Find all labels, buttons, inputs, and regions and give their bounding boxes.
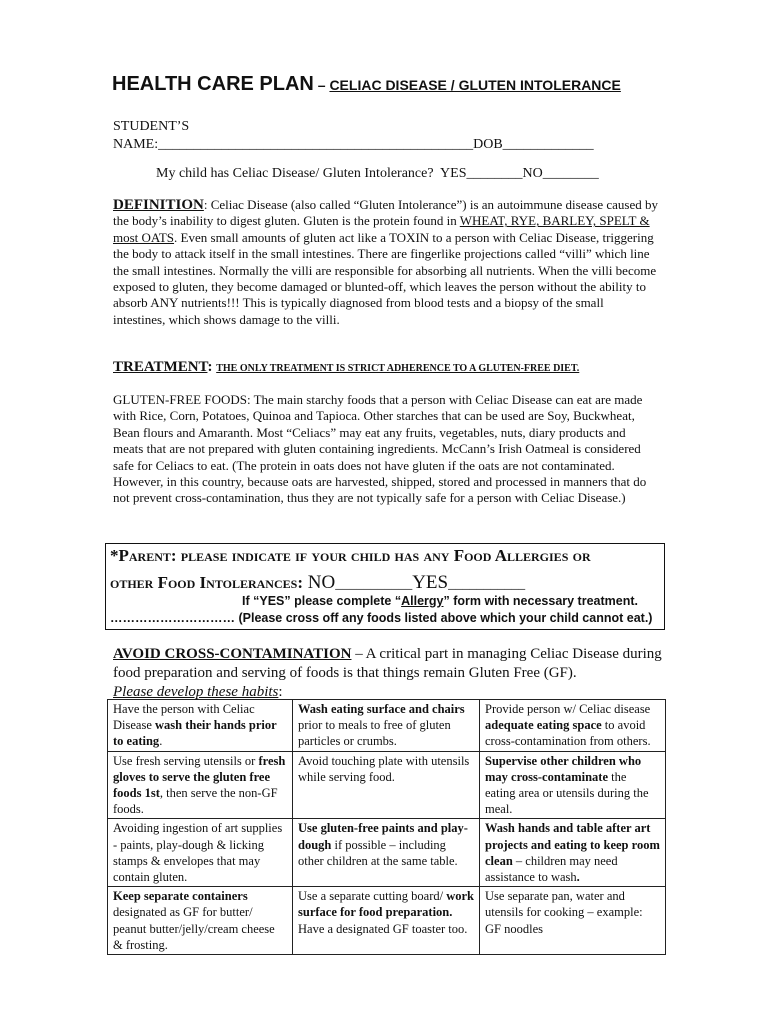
table-cell: Provide person w/ Celiac disease adequate eating space to avoid cross-contamination from others. xyxy=(480,700,666,752)
food-intolerance-label: other Food Intolerances: xyxy=(110,573,303,592)
parent-allergy-line2 xyxy=(110,572,525,594)
table-cell: Keep separate containers designated as GF for butter/ peanut butter/jelly/cream cheese & frosting. xyxy=(108,887,293,955)
treatment-heading: TREATMENT xyxy=(113,359,208,375)
page-title xyxy=(112,73,672,96)
table-cell: Use a separate cutting board/ work surface for food preparation. Have a designated GF toaster too. xyxy=(293,887,480,955)
table-cell: Supervise other children who may cross-contaminate the eating area or utensils during the meal. xyxy=(480,751,666,819)
allergy-form-instruction: If “YES” please complete “Allergy” form with necessary treatment. xyxy=(242,594,638,608)
avoid-text: – A critical part in managing Celiac Disease during food preparation and serving of foods is that things remain Gluten Free (GF). xyxy=(113,646,662,681)
table-cell: Use separate pan, water and utensils for cooking – example: GF noodles xyxy=(480,887,666,955)
table-row xyxy=(108,700,666,752)
yes-option: YES xyxy=(412,572,449,593)
definition-heading: DEFINITION xyxy=(113,197,204,213)
title-main: HEALTH CARE PLAN xyxy=(112,73,314,95)
table-cell: Have the person with Celiac Disease wash their hands prior to eating. xyxy=(108,700,293,752)
student-name-dob-field[interactable]: NAME:_____________________________________________DOB_____________ xyxy=(113,137,594,152)
student-label: STUDENT’S xyxy=(113,119,190,134)
no-blank[interactable]: ___________ xyxy=(335,577,413,592)
gluten-free-foods-paragraph: GLUTEN-FREE FOODS: The main starchy foods that a person with Celiac Disease can eat are made with Rice, Corn, Potatoes, Quinoa and Tapioca. Other starches that can be used are Soy, Buckwheat, Bean flours and Amaranth. Most “Celiacs” may eat any fruits, vegetables, nuts, diary products and meats that are not prepared with gluten containing ingredients. McCann’s Irish Oatmeal is considered safe for Celiacs to eat. (The protein in oats does not have gluten if the oats are not contaminated. However, in this country, because oats are harvested, shipped, stored and processed in manners that do not prevent cross-contamination, thus they are not typically safe for a person with Celiac Disease.) xyxy=(113,392,647,506)
avoid-cross-contamination-section: AVOID CROSS-CONTAMINATION – A critical part in managing Celiac Disease during food preparation and serving of foods is that things remain Gluten Free (GF). Please develop these habits: xyxy=(113,646,662,700)
table-cell: Wash hands and table after art projects and eating to keep room clean – children may need assistance to wash. xyxy=(480,819,666,887)
cross-off-instruction: ………………………… (Please cross off any foods listed above which your child cannot eat.) xyxy=(110,611,653,625)
allergy-word: Allergy xyxy=(401,594,444,608)
table-row xyxy=(108,751,666,819)
parent-allergy-box xyxy=(105,543,665,630)
no-option: NO xyxy=(302,572,336,593)
definition-text-1: : Celiac Disease (also called “Gluten Intolerance”) is an autoimmune disease caused by the body’s inability to digest gluten. Gluten is the protein found in xyxy=(113,197,658,229)
avoid-heading: AVOID CROSS-CONTAMINATION xyxy=(113,646,352,662)
table-cell: Avoiding ingestion of art supplies - paints, play-dough & licking stamps & envelopes that may contain gluten. xyxy=(108,819,293,887)
table-cell: Wash eating surface and chairs prior to meals to free of gluten particles or crumbs. xyxy=(293,700,480,752)
parent-allergy-line1: *Parent: please indicate if your child has any Food Allergies or xyxy=(110,546,591,565)
table-cell: Avoid touching plate with utensils while serving food. xyxy=(293,751,480,819)
definition-section xyxy=(113,197,658,328)
treatment-text: THE ONLY TREATMENT IS STRICT ADHERENCE TO A GLUTEN-FREE DIET. xyxy=(216,363,580,374)
habits-label: Please develop these habits xyxy=(113,684,279,700)
title-subtitle: CELIAC DISEASE / GLUTEN INTOLERANCE xyxy=(329,77,621,93)
treatment-section xyxy=(113,358,673,376)
definition-grains: WHEAT, RYE, BARLEY, SPELT & most OATS xyxy=(113,213,650,245)
treatment-colon: : xyxy=(207,359,217,375)
table-row xyxy=(108,819,666,887)
definition-text-2: . Even small amounts of gluten act like a TOXIN to a person with Celiac Disease, triggering the body to attack itself in the small intestines. There are fingerlike projections called “villi” which line the small intestines. Normally the villi are responsible for absorbing all nutrients. When the villi become exposed to gluten, they become damaged or blunted-off, which leaves the person without the ability to absorb ANY nutrients!!! This is typically diagnosed from blood tests and a biopsy of the small intestines, which shows damage to the villi. xyxy=(113,229,657,327)
table-row xyxy=(108,887,666,955)
celiac-yes-no-field[interactable]: My child has Celiac Disease/ Gluten Intolerance? YES________NO________ xyxy=(156,166,599,181)
table-cell: Use gluten-free paints and play-dough if possible – including other children at the same table. xyxy=(293,819,480,887)
title-dash: – xyxy=(313,77,330,93)
yes-blank[interactable]: ___________ xyxy=(448,577,526,592)
table-cell: Use fresh serving utensils or fresh gloves to serve the gluten free foods 1st, then serve the non-GF foods. xyxy=(108,751,293,819)
habits-table xyxy=(107,699,666,955)
